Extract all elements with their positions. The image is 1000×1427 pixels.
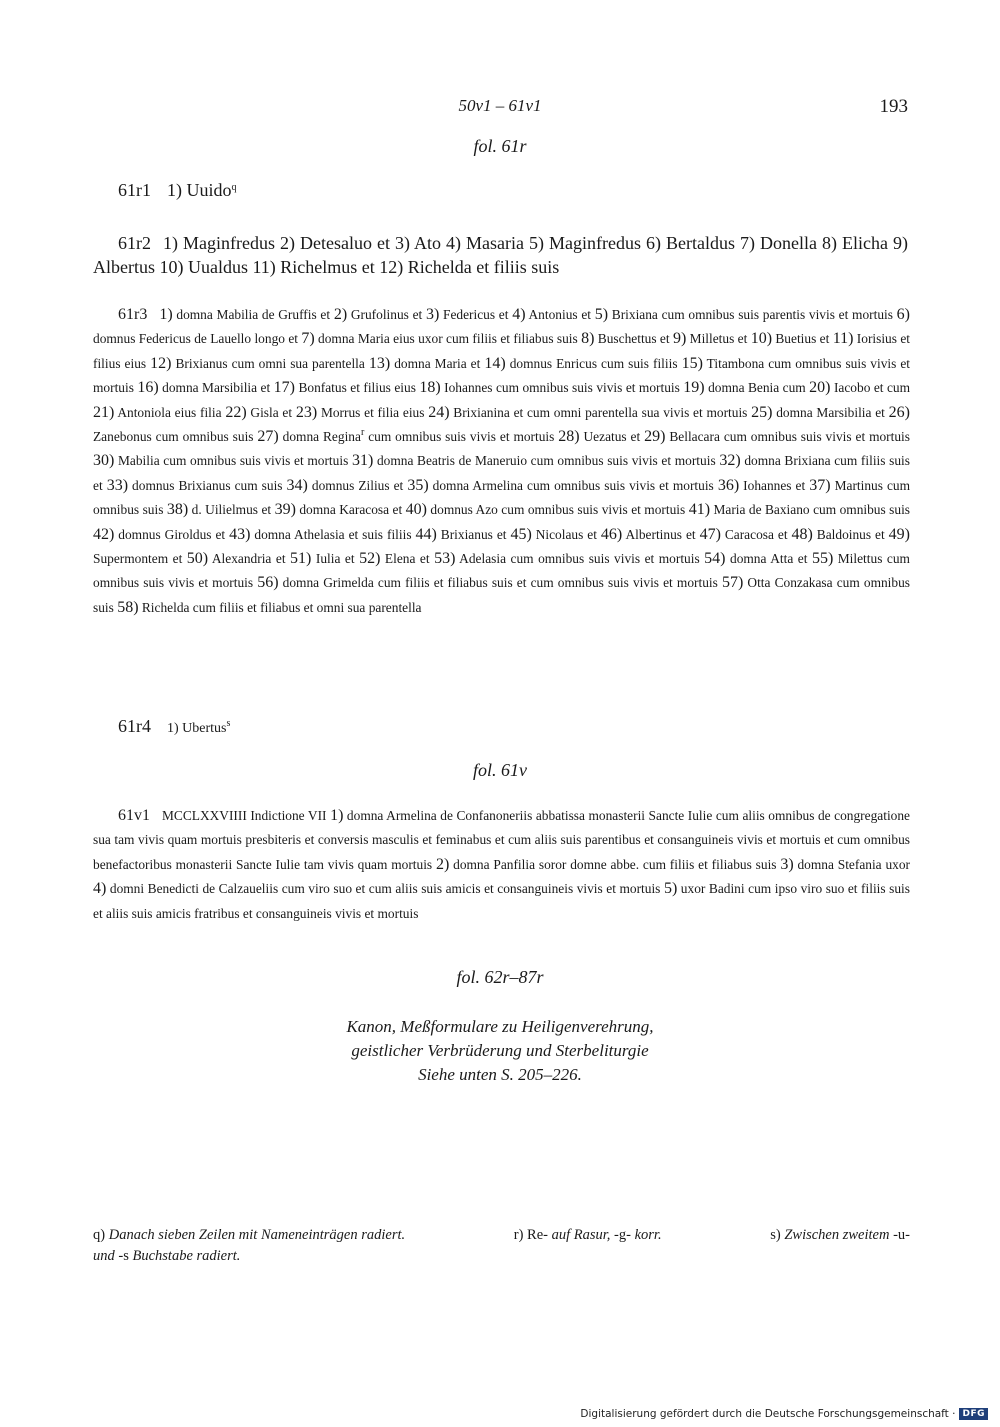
dfg-logo-icon: DFG — [959, 1408, 988, 1420]
entry-61r4 — [118, 716, 230, 737]
footnote-ref-s: s — [226, 718, 231, 729]
footnote-ref-r: r — [360, 427, 365, 439]
folio-heading-62r-87r: fol. 62r–87r — [456, 967, 544, 987]
footnote-s — [770, 1225, 910, 1246]
dfg-footer — [580, 1408, 988, 1420]
entry-id: 61r2 — [118, 233, 151, 253]
canon-line-3: Siehe unten S. 205–226. — [418, 1065, 582, 1084]
entry-id: 61r1 — [118, 180, 151, 200]
running-head: 50v1 – 61v1 — [458, 96, 542, 115]
footnote-text: Danach sieben Zeilen mit Nameneinträgen radiert. — [108, 1227, 406, 1243]
entry-id: 61r4 — [118, 716, 151, 736]
footnote-text: Buchstabe radiert. — [132, 1248, 241, 1264]
folio-heading-61r: fol. 61r — [473, 136, 527, 156]
canon-line-2: geistlicher Verbrüderung und Sterbeliturgie — [351, 1041, 649, 1060]
footnote-mark: r) Re- — [513, 1227, 548, 1243]
footnote-row-2 — [93, 1246, 910, 1267]
footnote-text: -g- — [614, 1227, 631, 1243]
footnote-row-1 — [93, 1225, 910, 1246]
footnote-r — [514, 1225, 662, 1246]
entry-text: 1) Maginfredus 2) Detesaluo et 3) Ato 4) Masaria 5) Maginfredus 6) Bertaldus 7) Donella 8) Elicha 9) Albertus 10) Uualdus 11) Richelmus et 12) Richelda et filiis suis — [93, 233, 908, 277]
entry-61r1 — [118, 180, 237, 201]
page-number: 193 — [879, 96, 908, 117]
footnote-q — [93, 1225, 405, 1246]
folio-heading-61v: fol. 61v — [473, 760, 527, 780]
entry-text-cont: cum omnibus suis vivis et mortuis 28) Uezatus et 29) Bellacara cum omnibus suis vivis et mortuis 30) Mabilia cum omnibus suis vivis et mortuis 31) domna Beatris de Maneruio cum omnibus suis vivis et mortuis 32) domna Brixiana cum filiis suis et 33) domnus Brixianus cum suis 34) domnus Zilius et 35) domna Armelina cum omnibus suis vivis et mortuis 36) Iohannes et 37) Martinus cum omnibus suis 38) d. Uilielmus et 39) domna Karacosa et 40) domnus Azo cum omnibus suis vivis et mortuis 41) Maria de Baxiano cum omnibus suis 42) domnus Giroldus et 43) domna Athelasia et suis filiis 44) Brixianus et 45) Nicolaus et 46) Albertinus et 47) Caracosa et 48) Baldoinus et 49) Supermontem et 50) Alexandria et 51) Iulia et 52) Elena et 53) Adelasia cum omnibus suis vivis et mortuis 54) domna Atta et 55) Milettus cum omnibus suis vivis et mortuis 56) domna Grimelda cum filiis et filiabus suis et cum omnibus suis vivis et mortuis 57) Otta Conzakasa cum omnibus suis 58) Richelda cum filiis et filiabus et omni sua parentella — [93, 428, 911, 616]
footnote-ref-q: q — [231, 182, 237, 193]
entry-61r2 — [93, 231, 908, 279]
footnote-text: -s — [118, 1248, 129, 1264]
entry-id: 61v1 — [118, 807, 150, 824]
footnote-text: korr. — [634, 1227, 662, 1243]
entry-text: 1) Ubertus — [167, 721, 227, 736]
entry-text: MCCLXXVIIII Indictione VII 1) domna Armelina de Confanoneriis abbatissa monasterii Sancte Iulie cum aliis omnibus de congregatione sua tam vivis quam mortuis presbiteris et conversis masculis et feminabus et cum aliis suis parentibus et consanguineis vivis et mortuis et cum omnibus benefactoribus monasterii Sancte Iulie tam vivis quam mortuis 2) domna Panfilia soror domne abbe. cum filiis et filiabus suis 3) domna Stefania uxor 4) domni Benedicti de Calzaueliis cum viro suo et cum aliis suis amicis et consanguineis vivis et mortuis 5) uxor Badini cum ipso viro suo et filiis suis et aliis suis amicis fratribus et consanguineis vivis et mortuis — [93, 807, 910, 921]
entry-text: 1) domna Mabilia de Gruffis et 2) Grufolinus et 3) Federicus et 4) Antonius et 5) Brixiana cum omnibus suis parentis vivis et mortuis 6) domnus Federicus de Lauello longo et 7) domna Maria eius uxor cum filiis et filiabus suis 8) Buschettus et 9) Milletus et 10) Buetius et 11) Iorisius et filius eius 12) Brixianus cum omni sua parentella 13) domna Maria et 14) domnus Enricus cum suis filiis 15) Titambona cum omnibus suis vivis et mortuis 16) domna Marsibilia et 17) Bonfatus et filius eius 18) Iohannes cum omnibus suis vivis et mortuis 19) domna Benia cum 20) Iacobo et cum 21) Antoniola eius filia 22) Gisla et 23) Morrus et filia eius 24) Brixianina et cum omni parentella sua vivis et mortuis 25) domna Marsibilia et 26) Zanebonus cum omnibus suis 27) domna Regina — [93, 306, 911, 446]
footnote-text: und — [93, 1248, 115, 1264]
entry-id: 61r3 — [118, 306, 148, 323]
entry-61v1 — [93, 804, 910, 926]
footnote-text: -u- — [893, 1227, 910, 1243]
canon-note — [0, 1015, 1000, 1087]
footnotes — [93, 1225, 910, 1267]
entry-61r3 — [93, 303, 910, 620]
footnote-text: auf Rasur, — [551, 1227, 611, 1243]
entry-text: 1) Uuido — [167, 180, 232, 200]
canon-line-1: Kanon, Meßformulare zu Heiligenverehrung, — [346, 1017, 654, 1036]
footnote-mark: s) — [770, 1227, 781, 1243]
dfg-text: Digitalisierung gefördert durch die Deutsche Forschungsgemeinschaft · — [580, 1408, 956, 1420]
footnote-mark: q) — [93, 1227, 106, 1243]
footnote-text: Zwischen zweitem — [784, 1227, 890, 1243]
